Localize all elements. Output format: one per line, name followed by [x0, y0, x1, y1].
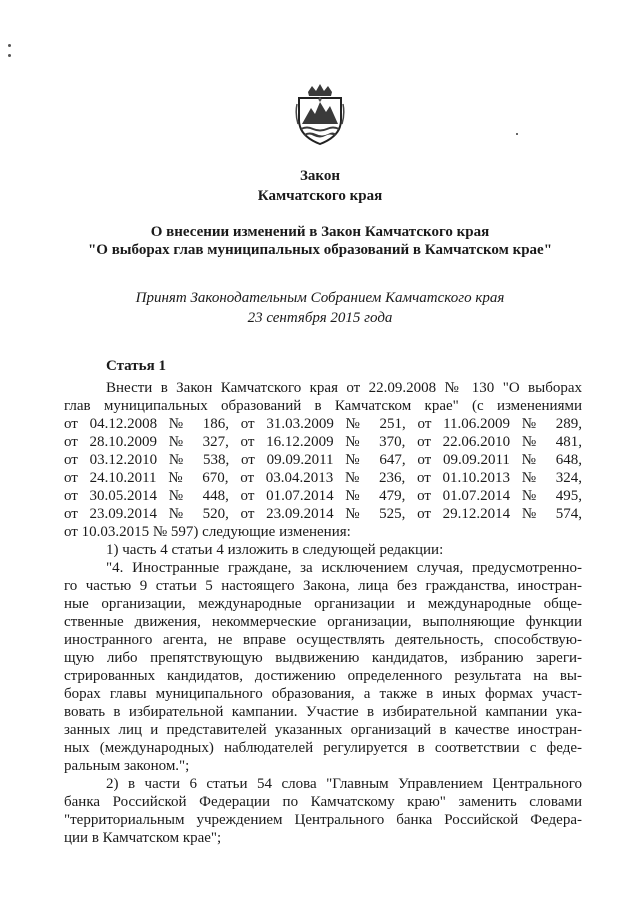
body-line: щую либо препятствующую выдвижению кандидатов, избранию зареги- [64, 650, 582, 666]
body-line: от 30.05.2014 № 448, от 01.07.2014 № 479, от 01.07.2014 № 495, [64, 488, 582, 504]
adoption-note: Принят Законодательным Собранием Камчатского края [135, 290, 505, 306]
scan-mark [8, 54, 11, 57]
scan-mark [8, 44, 11, 47]
body-line: го частью 9 статьи 5 настоящего Закона, лица без гражданства, иностран- [64, 578, 582, 594]
body-line: ции в Камчатском крае"; [64, 830, 222, 846]
body-line: от 24.10.2011 № 670, от 03.04.2013 № 236, от 01.10.2013 № 324, [64, 470, 582, 486]
list-item-2: 2) в части 6 статьи 54 слова "Главным Управлением Центрального [106, 776, 582, 792]
body-line: стрированных кандидатов, достижению определенного результата на вы- [64, 668, 582, 684]
body-line: вовать в избирательной кампании. Участие в избирательной кампании ука- [64, 704, 582, 720]
document-title-region: Камчатского края [257, 188, 383, 204]
body-line: "территориальным учреждением Центрального банка Российской Федера- [64, 812, 582, 828]
body-line: ных (международных) наблюдателей регулируется в соответствии с феде- [64, 740, 582, 756]
body-line: от 28.10.2009 № 327, от 16.12.2009 № 370, от 22.06.2010 № 481, [64, 434, 582, 450]
body-line: борах главы муниципального образования, а также в иных формах участ- [64, 686, 582, 702]
body-line: ные организации, международные организации и международные обще- [64, 596, 582, 612]
body-line: Внести в Закон Камчатского края от 22.09.2008 № 130 "О выборах [106, 380, 582, 396]
body-line: иностранного агента, не вправе осуществлять деятельность, способствую- [64, 632, 582, 648]
adoption-date: 23 сентября 2015 года [247, 310, 393, 326]
body-line: от 23.09.2014 № 520, от 23.09.2014 № 525, от 29.12.2014 № 574, [64, 506, 582, 522]
coat-of-arms-icon [295, 84, 345, 146]
document-title: Закон [299, 168, 340, 184]
body-line: занных лиц и представителей указанных организаций в качестве иностран- [64, 722, 582, 738]
body-line: "4. Иностранные граждане, за исключением случая, предусмотренно- [106, 560, 582, 576]
article-heading: Статья 1 [106, 358, 166, 374]
document-subtitle-law-name: "О выборах глав муниципальных образований в Камчатском крае" [87, 242, 553, 258]
body-line: глав муниципальных образований в Камчатском крае" (с изменениями [64, 398, 582, 414]
body-line: от 10.03.2015 № 597) следующие изменения: [64, 524, 351, 540]
body-line: от 04.12.2008 № 186, от 31.03.2009 № 251, от 11.06.2009 № 289, [64, 416, 582, 432]
body-line: ральным законом."; [64, 758, 190, 774]
list-item-1: 1) часть 4 статьи 4 изложить в следующей редакции: [106, 542, 444, 558]
body-line: банка Российской Федерации по Камчатскому краю" заменить словами [64, 794, 582, 810]
scan-speck [516, 133, 518, 135]
body-line: от 03.12.2010 № 538, от 09.09.2011 № 647, от 09.09.2011 № 648, [64, 452, 582, 468]
document-subtitle: О внесении изменений в Закон Камчатского края [150, 224, 490, 240]
body-line: ственные движения, некоммерческие организации, выполняющие функции [64, 614, 582, 630]
